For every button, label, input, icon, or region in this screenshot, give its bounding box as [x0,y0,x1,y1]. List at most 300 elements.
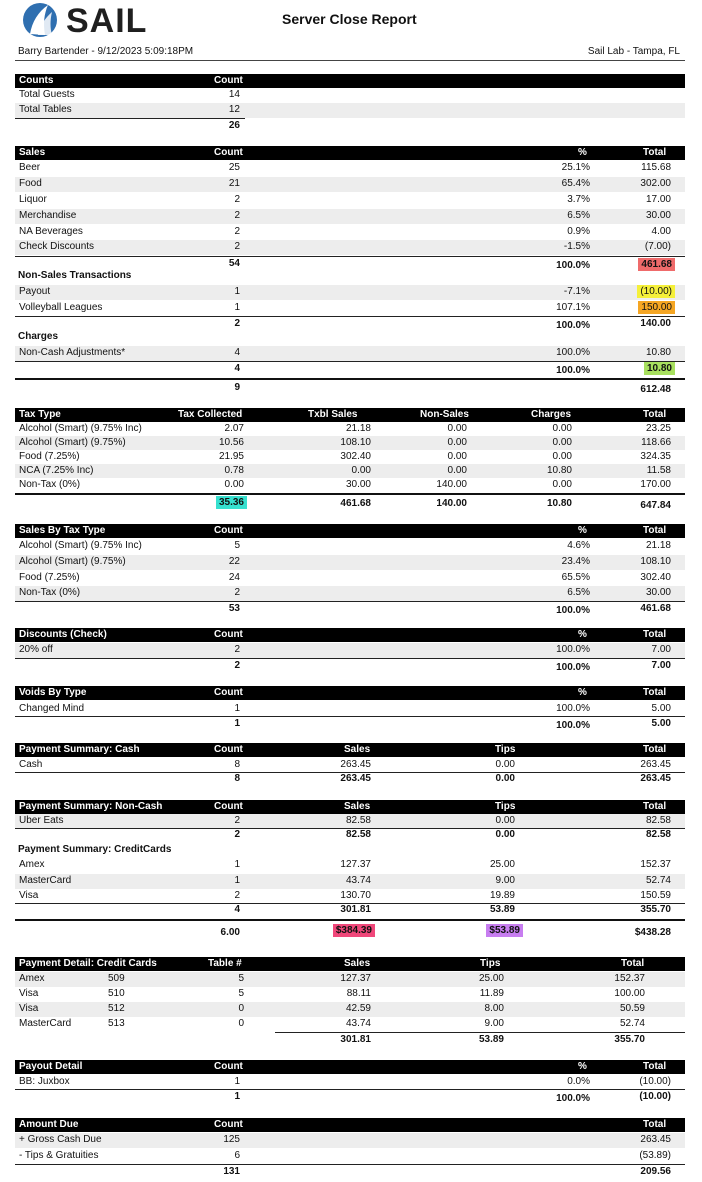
cell-text: 19.89 [489,890,515,901]
cell-text: 152.37 [614,973,645,984]
cell-text: Table # [208,958,242,969]
table-row [15,1002,685,1017]
cell-text: $53.89 [486,924,523,937]
cell-text: Voids By Type [19,687,87,698]
cell-text: Non-Tax (0%) [19,479,81,490]
cell-text: 100.0% [556,365,590,376]
cell-text: Count [214,687,243,698]
cell-text: 65.4% [561,178,590,189]
cell-text: Payout Detail [19,1061,83,1072]
table-row [15,177,685,192]
nonsales-total [15,317,685,332]
cell-text: 0.00 [447,451,467,462]
table-row [15,346,685,361]
cell-text: 100.0% [556,320,590,331]
cell-text: 54 [228,258,240,269]
table-row [15,301,685,316]
cell-text: Visa [19,890,39,901]
cell-text: Total [643,1061,667,1072]
cell-text: 263.45 [640,759,671,770]
table-row [15,702,685,717]
cell-text: 6.5% [567,210,590,221]
cell-text: 140.00 [640,318,671,329]
cell-text: Alcohol (Smart) (9.75%) [19,556,126,567]
cell-text: % [578,525,587,536]
cell-text: 1 [234,859,240,870]
cell-text: Non-Sales [420,409,469,420]
cell-text: Count [214,801,243,812]
cell-text: 170.00 [640,479,671,490]
cell-text: 100.0% [556,1093,590,1104]
discounts-total [15,659,685,674]
cell-text: 20% off [19,644,53,655]
cell-text: 82.58 [645,815,671,826]
cell-text: 52.74 [645,875,671,886]
table-row [15,555,685,570]
cell-text: Total [643,409,667,420]
table-row [15,987,685,1002]
cell-text: 302.00 [640,178,671,189]
cell-text: 25.1% [561,162,590,173]
cell-text: MasterCard [19,875,72,886]
cell-text: 0.00 [552,437,572,448]
cell-text: Tips [480,958,501,969]
cell-text: 2.07 [224,423,244,434]
cell-text: Count [214,525,243,536]
cell-text: 125 [223,1134,240,1145]
cell-text: 301.81 [340,1034,371,1045]
cell-text: 2 [234,815,240,826]
cell-text: Non-Cash Adjustments* [19,347,126,358]
cell-text: Amount Due [19,1119,79,1130]
sail-logo-icon [18,2,64,38]
cell-text: 11.58 [646,465,671,476]
table-row [15,209,685,224]
cell-text: Count [214,75,243,86]
cell-text: 1 [234,1076,240,1087]
cell-text: Changed Mind [19,703,85,714]
cell-text: (10.00) [639,1076,671,1087]
cell-text: Food (7.25%) [19,572,80,583]
cell-text: Payment Summary: Cash [19,744,140,755]
cell-text: Total [643,744,667,755]
cell-text: 6.5% [567,587,590,598]
amount-due-header [15,1118,685,1132]
table-row [15,161,685,176]
cell-text: 4.6% [567,540,590,551]
cell-text: 0.00 [552,423,572,434]
cell-text: 4.00 [651,226,671,237]
cell-text: Total [621,958,645,969]
cell-text: (7.00) [644,241,671,252]
charges-title: Charges [18,331,59,342]
table-row [15,240,685,255]
tax-header [15,408,685,422]
cell-text: 263.45 [340,759,371,770]
cell-text: 100.0% [556,662,590,673]
cell-text: % [578,1061,587,1072]
cell-text: 1 [234,1091,240,1102]
nonsales-title: Non-Sales Transactions [18,270,132,281]
cell-text: 53.89 [489,904,515,915]
cell-text: (10.00) [639,1091,671,1102]
cell-text: 82.58 [345,815,371,826]
cell-text: 2 [234,226,240,237]
cell-text: 26 [228,120,240,131]
location: Sail Lab - Tampa, FL [587,46,680,57]
cell-text: 0 [238,1018,244,1029]
cell-text: 150.59 [640,890,671,901]
cell-text: 1 [234,302,240,313]
cell-text: Sales [19,147,46,158]
cell-text: 263.45 [640,773,671,784]
sales-total-highlight: 461.68 [638,258,675,271]
cell-text: 5 [238,973,244,984]
cell-text: 2 [234,241,240,252]
cell-text: Total [643,1119,667,1130]
cell-text: 30.00 [645,210,671,221]
cell-text: 5.00 [651,703,671,714]
cell-text: 10.80 [546,465,572,476]
cell-text: 324.35 [640,451,671,462]
header-divider [15,60,685,61]
counts-total [15,119,685,134]
cell-text: $438.28 [634,927,671,938]
table-row [15,539,685,554]
cell-text: 512 [108,1003,125,1014]
cell-text: 11.89 [479,988,504,999]
cell-text: 5 [238,988,244,999]
table-row [15,758,685,773]
amount-due-total [15,1165,685,1180]
cell-text: 100.0% [556,720,590,731]
cell-text: (53.89) [639,1150,671,1161]
cell-text: 25 [228,162,240,173]
table-row [15,464,685,478]
cell-text: 263.45 [640,1134,671,1145]
cell-text: (10.00) [637,285,675,298]
cell-text: 100.00 [614,988,645,999]
cell-text: Beer [19,162,41,173]
cell-text: Tips [495,801,516,812]
cell-text: NA Beverages [19,226,83,237]
cell-text: 7.00 [651,644,671,655]
cell-text: 82.58 [345,829,371,840]
cell-text: 107.1% [556,302,590,313]
cell-text: 4 [234,363,240,374]
cell-text: 140.00 [436,479,467,490]
cell-text: 21 [228,178,240,189]
cell-text: 131 [223,1166,240,1177]
cell-text: 5 [234,540,240,551]
cell-text: 461.68 [340,498,371,509]
cell-text: 0.00 [552,451,572,462]
cell-text: 1 [234,718,240,729]
cell-text: Count [214,629,243,640]
cell-text: 2 [234,890,240,901]
cell-text: Sales [344,744,371,755]
cell-text: 43.74 [345,1018,371,1029]
table-row [15,889,685,904]
cell-text: Total [643,525,667,536]
cell-text: 52.74 [619,1018,645,1029]
sbt-total [15,602,685,617]
table-row [15,436,685,450]
cell-text: Txbl Sales [308,409,358,420]
cell-text: 0.00 [552,479,572,490]
cell-text: 510 [108,988,125,999]
table-row [15,103,685,118]
table-row [15,586,685,601]
voids-header [15,686,685,700]
cell-text: 21.18 [345,423,371,434]
cell-text: Payment Summary: Non-Cash [19,801,163,812]
cell-text: 0.00 [224,479,244,490]
cell-text: Total [643,629,667,640]
cell-text: 0.00 [351,465,371,476]
table-row [15,1075,685,1090]
cell-text: Liquor [19,194,47,205]
cell-text: 302.40 [640,572,671,583]
charges-total [15,362,685,377]
table-row [15,225,685,240]
cell-text: Food (7.25%) [19,451,80,462]
cell-text: Tax Collected [178,409,243,420]
cell-text: 118.66 [641,437,671,448]
payment-grand-total [15,924,685,939]
cell-text: Payout [19,286,51,297]
cell-text: 8 [234,773,240,784]
cell-text: 152.37 [640,859,671,870]
cell-text: BB: Juxbox [19,1076,70,1087]
table-row [15,858,685,873]
table-row [15,874,685,889]
table-row [15,571,685,586]
cell-text: 10.80 [546,498,572,509]
cell-text: 23.4% [561,556,590,567]
cell-text: 7.00 [651,660,671,671]
cell-text: -7.1% [563,286,590,297]
cell-text: 8.00 [484,1003,504,1014]
cell-text: 461.68 [640,603,671,614]
detail-header [15,957,685,971]
cell-text: Count [214,744,243,755]
cell-text: Check Discounts [19,241,95,252]
table-row [15,478,685,492]
cell-text: 209.56 [640,1166,671,1177]
cc-title: Payment Summary: CreditCards [18,844,172,855]
cell-text: 9 [234,382,240,393]
cell-text: 355.70 [640,904,671,915]
payout-header [15,1060,685,1074]
cell-text: % [578,687,587,698]
cell-text: Discounts (Check) [19,629,107,640]
cell-text: + Gross Cash Due [19,1134,102,1145]
cell-text: 150.00 [638,301,675,314]
cell-text: 355.70 [614,1034,645,1045]
cell-text: Payment Detail: Credit Cards [19,958,157,969]
sbt-header [15,524,685,538]
cell-text: 17.00 [645,194,671,205]
cell-text: 10.80 [644,362,675,375]
cell-text: 513 [108,1018,125,1029]
cell-text: 25.00 [489,859,515,870]
table-row [15,972,685,987]
cell-text: NCA (7.25% Inc) [19,465,94,476]
cell-text: Sales [344,801,371,812]
cell-text: 0.00 [495,815,515,826]
sail-logo-text: SAIL [66,2,148,40]
cell-text: Non-Tax (0%) [19,587,81,598]
cell-text: 130.70 [340,890,371,901]
cell-text: 127.37 [340,859,371,870]
cell-text: 140.00 [436,498,467,509]
table-row [15,88,685,103]
report-title: Server Close Report [282,11,417,27]
cell-text: Counts [19,75,54,86]
cell-text: 612.48 [640,384,671,395]
divider [15,919,685,921]
cell-text: 3.7% [567,194,590,205]
cell-text: 10.80 [645,347,671,358]
cell-text: 108.10 [340,437,371,448]
cell-text: 12 [228,104,240,115]
cell-text: 1 [234,703,240,714]
cell-text: 22 [228,556,240,567]
noncash-header [15,800,685,814]
cell-text: 100.0% [556,644,590,655]
cell-text: Sales By Tax Type [19,525,106,536]
cell-text: Alcohol (Smart) (9.75%) [19,437,126,448]
cc-total [15,903,685,918]
cell-text: Alcohol (Smart) (9.75% Inc) [19,540,142,551]
voids-total [15,717,685,732]
cell-text: 21.95 [218,451,244,462]
cell-text: 647.84 [640,500,671,511]
cell-text: - Tips & Gratuities [19,1150,99,1161]
cell-text: 0.00 [495,829,515,840]
cell-text: 0.00 [495,773,515,784]
cell-text: 43.74 [345,875,371,886]
cell-text: 6 [234,1150,240,1161]
cell-text: Total Guests [19,89,75,100]
tax-total [15,496,685,511]
cell-text: 35.36 [216,496,247,509]
noncash-total [15,828,685,843]
cell-text: 5.00 [651,718,671,729]
cell-text: Total [643,147,667,158]
cell-text: 2 [234,587,240,598]
cell-text: 2 [234,210,240,221]
cell-text: 9.00 [484,1018,504,1029]
table-row [15,285,685,300]
cell-text: Cash [19,759,43,770]
cell-text: 4 [234,904,240,915]
cell-text: Total [643,801,667,812]
detail-total [15,1033,685,1048]
cell-text: Total Tables [19,104,72,115]
cell-text: 2 [234,194,240,205]
discounts-header [15,628,685,642]
cell-text: 24 [228,572,240,583]
cell-text: 25.00 [478,973,504,984]
cell-text: % [578,147,587,158]
cell-text: 127.37 [340,973,371,984]
table-row [15,643,685,658]
cell-text: 263.45 [340,773,371,784]
cell-text: 0.0% [567,1076,590,1087]
cell-text: 10.56 [218,437,244,448]
cell-text: 6.00 [220,927,240,938]
cell-text: Merchandise [19,210,77,221]
cell-text: 42.59 [345,1003,371,1014]
cell-text: 9.00 [495,875,515,886]
counts-header [15,74,685,88]
cell-text: 301.81 [340,904,371,915]
cell-text: 100.0% [556,347,590,358]
cell-text: 21.18 [645,540,671,551]
table-row [15,1149,685,1164]
payout-total [15,1090,685,1105]
cell-text: 509 [108,973,125,984]
table-row [15,814,685,829]
cell-text: 0.9% [567,226,590,237]
cell-text: 1 [234,286,240,297]
cell-text: 100.0% [556,605,590,616]
cell-text: 65.5% [561,572,590,583]
cell-text: 0.00 [495,759,515,770]
table-row [15,1017,685,1032]
table-row [15,450,685,464]
cell-text: Food [19,178,42,189]
cell-text: % [578,629,587,640]
cell-text: 8 [234,759,240,770]
cell-text: Count [214,1119,243,1130]
server-line: Barry Bartender - 9/12/2023 5:09:18PM [18,46,194,57]
cell-text: 115.68 [641,162,671,173]
cell-text: 14 [228,89,240,100]
cell-text: 82.58 [645,829,671,840]
cell-text: 30.00 [345,479,371,490]
cell-text: 88.11 [346,988,371,999]
table-row [15,193,685,208]
divider [15,378,685,380]
cell-text: 302.40 [340,451,371,462]
cell-text: Tax Type [19,409,61,420]
divider [15,493,685,495]
cell-text: Visa [19,1003,39,1014]
cell-text: 2 [234,660,240,671]
cell-text: 0.00 [447,423,467,434]
table-row [15,1133,685,1148]
cell-text: Count [214,147,243,158]
sales-grand-total [15,381,685,396]
cell-text: Sales [344,958,371,969]
cell-text: Visa [19,988,39,999]
cell-text: MasterCard [19,1018,72,1029]
cell-text: Uber Eats [19,815,64,826]
cell-text: 0 [238,1003,244,1014]
cell-text: Amex [19,973,45,984]
cell-text: 50.59 [619,1003,645,1014]
cell-text: Alcohol (Smart) (9.75% Inc) [19,423,142,434]
cell-text: 4 [234,347,240,358]
cell-text: Count [214,1061,243,1072]
cell-text: -1.5% [563,241,590,252]
cell-text: Charges [531,409,572,420]
cell-text: Tips [495,744,516,755]
table-row [15,422,685,436]
